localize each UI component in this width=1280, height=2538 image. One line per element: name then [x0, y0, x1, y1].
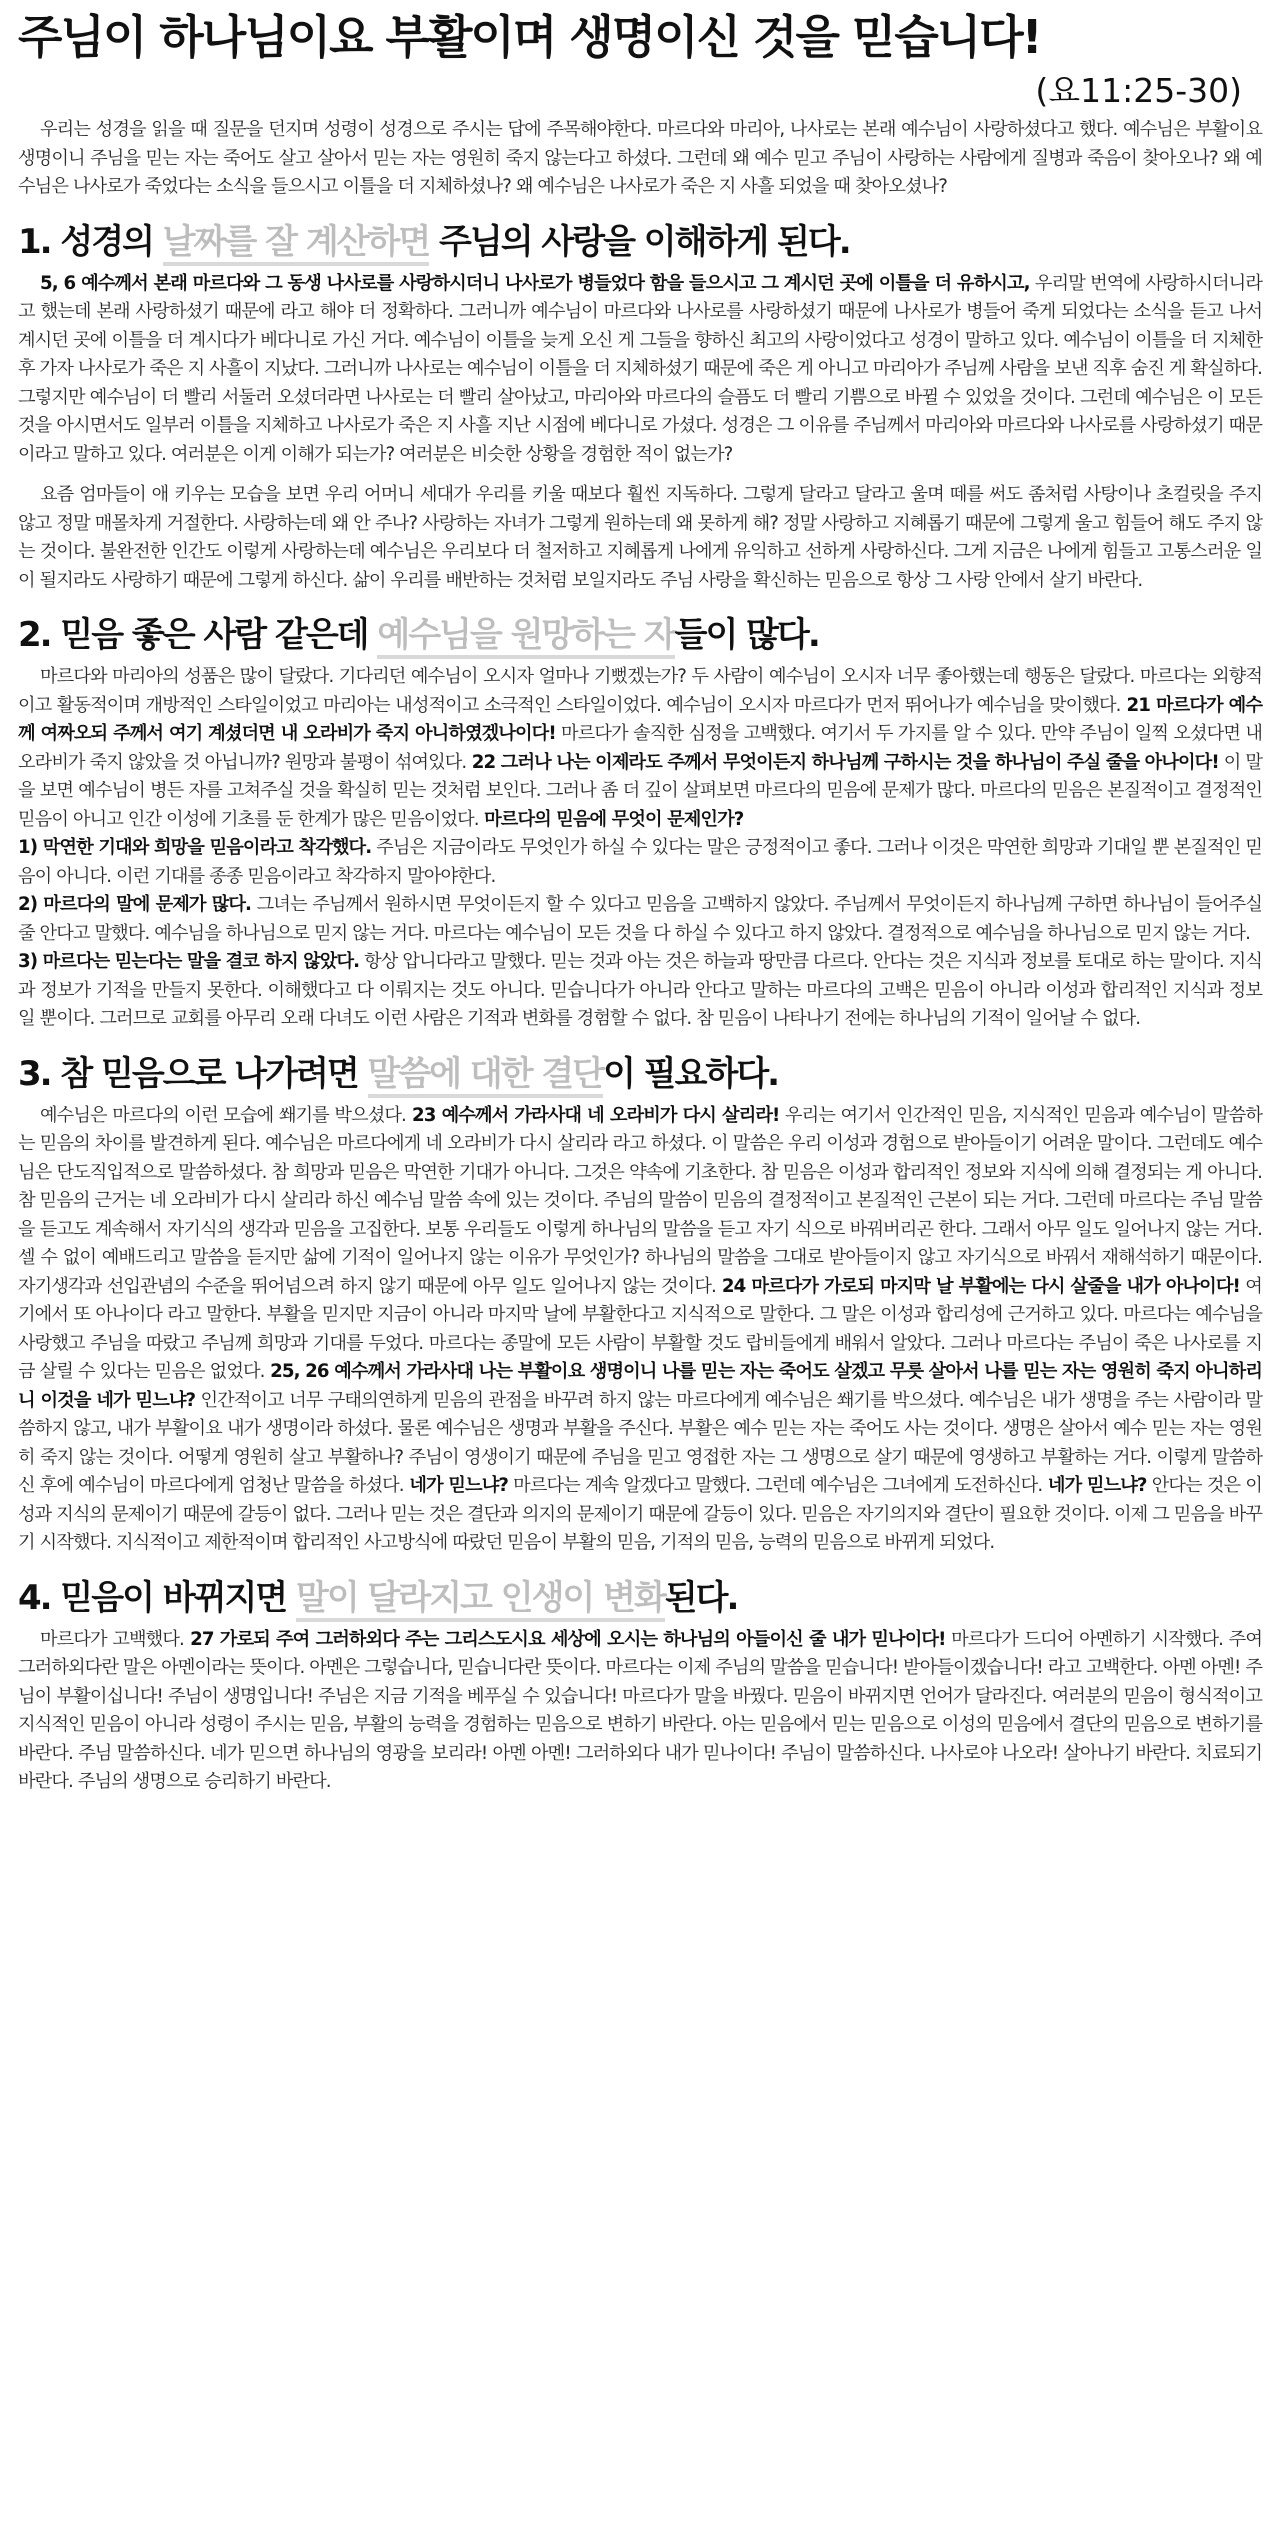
section-4-heading-pre: 4. 믿음이 바뀌지면 [18, 1577, 296, 1618]
paragraph-text: 예수님은 마르다의 이런 모습에 쐐기를 박으셨다. [40, 1104, 406, 1126]
section-2-point-1 [18, 834, 1262, 891]
point-title: 2) 마르다의 말에 문제가 많다. [18, 894, 252, 915]
section-3-highlight: 말씀에 대한 결단 [368, 1054, 604, 1098]
paragraph-text: 마르다가 드디어 아멘하기 시작했다. 주여 그러하외다란 말은 아멘이라는 뜻이다. 아멘은 그렇습니다, 믿습니다란 뜻이다. 마르다는 이제 주님의 말씀을 믿습니다! 받아들이겠습니다! 라고 고백한다. 아멘 아멘! 주님이 부활이십니다! 주님이 생명입니다! 주님은 지금 기적을 베푸실 수 있습니다! 마르다가 말을 바꿨다. 믿음이 바뀌지면 언어가 달라진다. 여러분의 믿음이 형식적이고 지식적인 믿음이 아니라 성령이 주시는 믿음, 부활의 능력을 경험하는 믿음으로 변하기 바란다. 아는 믿음에서 믿는 믿음으로 이성의 믿음에서 결단의 믿음으로 변하기를 바란다. 주님 말씀하신다. 네가 믿으면 하나님의 영광을 보리라! 아멘 아멘! 그러하외다 내가 믿나이다! 주님이 말씀하신다. 나사로야 나오라! 살아나기 바란다. 치료되기 바란다. 주님의 생명으로 승리하기 바란다. [18, 1628, 1262, 1792]
paragraph-text: 인간적이고 너무 구태의연하게 믿음의 관점을 바꾸려 하지 않는 마르다에게 예수님은 쐐기를 박으셨다. 예수님은 내가 생명을 주는 사람이라 말씀하지 않고, 내가 부활이요 내가 생명이라 하셨다. 물론 예수님은 생명과 부활을 주신다. 부활은 예수 믿는 자는 죽어도 사는 것이다. 생명은 살아서 예수 믿는 자는 영원히 죽지 않는 것이다. 어떻게 영원히 살고 부활하나? 주님이 영생이기 때문에 주님을 믿고 영접한 자는 그 생명으로 살기 때문에 영생하고 부활하는 거다. 이렇게 말씀하신 후에 예수님이 마르다에게 엄청난 말씀을 하셨다. [18, 1389, 1263, 1496]
point-title: 1) 막연한 기대와 희망을 믿음이라고 착각했다. [18, 837, 372, 858]
paragraph-text: 마르다가 고백했다. [40, 1628, 184, 1650]
question-text: 네가 믿느냐? [1042, 1475, 1147, 1496]
section-2-heading [18, 607, 1262, 663]
scripture-quote: 21 마르다가 예수께 여짜오되 주께서 여기 계셨더면 내 오라비가 죽지 아니하였겠나이다! [18, 694, 1262, 744]
section-1-heading-post: 주님의 사랑을 이해하게 된다. [429, 221, 850, 262]
paragraph-text: 우리말 번역에 사랑하시더니라고 했는데 본래 사랑하셨기 때문에 라고 해야 더 정확하다. 그러니까 예수님이 마르다와 나사로를 사랑하셨기 때문에 나사로가 병들어 죽게 되었다는 소식을 듣고 나서 계시던 곳에 이틀을 더 계시다가 베다니로 가신 거다. 예수님이 이틀을 늦게 오신 게 그들을 향하신 최고의 사랑이었다고 성경이 말하고 있다. 예수님이 이틀을 더 지체한 후 가자 나사로가 죽은 지 사흘이 지났다. 그러니까 나사로는 예수님이 이틀을 더 지체하셨기 때문에 죽은 게 아니고 마리아가 주님께 사람을 보낸 직후 숨진 게 확실하다. 그렇지만 예수님이 더 빨리 서둘러 오셨더라면 나사로는 더 빨리 살아났고, 마리아와 마르다의 슬픔도 더 빨리 기쁨으로 바뀔 수 있었을 것이다. 그런데 예수님은 이 모든 것을 아시면서도 일부러 이틀을 지체하고 나사로가 죽은 지 사흘 지난 시점에 베다니로 가셨다. 성경은 그 이유를 주님께서 마리아와 마르다와 나사로를 사랑하셨기 때문이라고 말하고 있다. 여러분은 이게 이해가 되는가? 여러분은 비슷한 상황을 경험한 적이 없는가? [18, 272, 1262, 465]
section-2-paragraph-1 [18, 663, 1262, 834]
section-2-highlight: 예수님을 원망하는 자 [377, 615, 674, 659]
section-2-point-3 [18, 948, 1262, 1034]
paragraph-text: 마르다는 계속 알겠다고 말했다. 그런데 예수님은 그녀에게 도전하신다. [508, 1475, 1043, 1496]
question-text: 마르다의 믿음에 무엇이 문제인가? [478, 808, 744, 830]
point-text: 항상 압니다라고 말했다. 믿는 것과 아는 것은 하늘과 땅만큼 다르다. 안다는 것은 지식과 정보를 토대로 하는 말이다. 지식과 정보가 기적을 만들지 못한다. 이해했다고 다 이뤄지는 것도 아니다. 믿습니다가 아니라 안다고 말하는 마르다의 고백은 믿음이 아니라 이성과 합리적인 지식과 정보일 뿐이다. 그러므로 교회를 아무리 오래 다녀도 이런 사람은 기적과 변화를 경험할 수 없다. 참 믿음이 나타나기 전에는 하나님의 기적이 일어날 수 없다. [18, 951, 1262, 1029]
point-text: 주님은 지금이라도 무엇인가 하실 수 있다는 말은 긍정적이고 좋다. 그러나 이것은 막연한 희망과 기대일 뿐 본질적인 믿음이 아니다. 이런 기대를 종종 믿음이라고 착각하지 말아야한다. [18, 837, 1263, 887]
section-4-paragraph [18, 1626, 1262, 1797]
section-4-heading [18, 1570, 1262, 1626]
paragraph-text: 여기에서 또 아나이다 라고 말한다. 부활을 믿지만 지금이 아니라 마지막 날에 부활한다고 지식적으로 말한다. 그 말은 이성과 합리성에 근거하고 있다. 마르다는 예수님을 사랑했고 주님을 따랐고 주님께 희망과 기대를 두었다. 마르다는 종말에 모든 사람이 부활할 것도 랍비들에게 배워서 알았다. 그러나 마르다는 주님이 죽은 나사로를 지금 살릴 수 있다는 믿음은 없었다. [18, 1275, 1262, 1382]
point-title: 3) 마르다는 믿는다는 말을 결코 하지 않았다. [18, 951, 360, 972]
paragraph-text: 마르다와 마리아의 성품은 많이 달랐다. 기다리던 예수님이 오시자 얼마나 기뻤겠는가? 두 사람이 예수님이 오시자 너무 좋아했는데 행동은 달랐다. 마르다는 외향적이고 활동적이며 개방적인 스타일이었고 마리아는 내성적이고 소극적인 스타일이었다. 예수님이 오시자 마르다가 먼저 뛰어나가 예수님을 맞이했다. [18, 666, 1262, 716]
section-4-highlight: 말이 달라지고 인생이 변화 [296, 1578, 665, 1622]
scripture-quote: 25, 26 예수께서 가라사대 나는 부활이요 생명이니 나를 믿는 자는 죽어도 살겠고 무릇 살아서 나를 믿는 자는 영원히 죽지 아니하리니 이것을 네가 믿느냐? [18, 1361, 1262, 1411]
paragraph-text: 마르다가 솔직한 심정을 고백했다. 여기서 두 가지를 알 수 있다. 만약 주님이 일찍 오셨다면 내 오라비가 죽지 않았을 것 아닙니까? 원망과 불평이 섞여있다. [18, 723, 1262, 773]
paragraph-text: 이 말을 보면 예수님이 병든 자를 고쳐주실 것을 확실히 믿는 것처럼 보인다. 그러나 좀 더 깊이 살펴보면 마르다의 믿음에 문제가 많다. 마르다의 믿음은 본질적이고 결정적인 믿음이 아니고 인간 이성에 기초를 둔 한계가 많은 믿음이었다. [18, 751, 1262, 830]
point-text: 그녀는 주님께서 원하시면 무엇이든지 할 수 있다고 믿음을 고백하지 않았다. 주님께서 무엇이든지 하나님께 구하면 하나님이 들어주실 줄 안다고 말했다. 예수님을 하나님으로 믿지 않는 거다. 마르다는 예수님이 모든 것을 다 하실 수 있다고 하지 않았다. 결정적으로 예수님을 하나님으로 믿지 않는 거다. [18, 894, 1262, 944]
section-3-heading-pre: 3. 참 믿음으로 나가려면 [18, 1053, 368, 1094]
scripture-reference: (요11:25-30) [1035, 71, 1242, 110]
paragraph-text: 우리는 여기서 인간적인 믿음, 지식적인 믿음과 예수님이 말씀하는 믿음의 차이를 발견하게 된다. 예수님은 마르다에게 네 오라비가 다시 살리라 라고 하셨다. 이 말씀은 우리 이성과 경험으로 받아들이기 어려운 말이다. 그런데도 예수님은 단도직입적으로 말씀하셨다. 참 희망과 믿음은 막연한 기대가 아니다. 그것은 약속에 기초한다. 참 믿음은 이성과 합리적인 정보와 지식에 의해 결정되는 게 아니다. 참 믿음의 근거는 네 오라비가 다시 살리라 하신 예수님 말씀 속에 있는 것이다. 주님의 말씀이 믿음의 결정적이고 본질적인 근본이 되는 거다. 그런데 마르다는 주님 말씀을 듣고도 계속해서 자기식의 생각과 믿음을 고집한다. 보통 우리들도 이렇게 하나님의 말씀을 듣고 자기 식으로 바꿔버리곤 한다. 그래서 아무 일도 일어나지 않는 거다. 셀 수 없이 예배드리고 말씀을 듣지만 삶에 기적이 일어나지 않는 이유가 무엇인가? 하나님의 말씀을 그대로 받아들이지 않고 자기식으로 바꿔서 재해석하기 때문이다. 자기생각과 선입관념의 수준을 뛰어넘으려 하지 않기 때문에 아무 일도 일어나지 않는 것이다. [18, 1104, 1262, 1297]
section-3-paragraph [18, 1102, 1262, 1558]
section-1-heading [18, 214, 1262, 270]
section-2-heading-post: 들이 많다. [674, 615, 819, 655]
section-2-heading-pre: 2. 믿음 좋은 사람 같은데 [18, 615, 378, 655]
section-1-highlight: 날짜를 잘 계산하면 [163, 222, 429, 266]
scripture-quote: 23 예수께서 가라사대 네 오라비가 다시 살리라! [405, 1104, 780, 1126]
scripture-quote: 24 마르다가 가로되 마지막 날 부활에는 다시 살줄을 내가 아나이다! [715, 1275, 1240, 1297]
scripture-quote: 22 그러나 나는 이제라도 주께서 무엇이든지 하나님께 구하시는 것을 하나님이 주실 줄을 아나이다! [466, 751, 1219, 773]
section-3-heading-post: 이 필요하다. [603, 1053, 779, 1094]
section-2-point-2 [18, 891, 1262, 948]
page-title: 주님이 하나님이요 부활이며 생명이신 것을 믿습니다! [18, 10, 1041, 64]
intro-paragraph: 우리는 성경을 읽을 때 질문을 던지며 성령이 성경으로 주시는 답에 주목해야한다. 마르다와 마리아, 나사로는 본래 예수님이 사랑하셨다고 했다. 예수님은 부활이요 생명이니 주님을 믿는 자는 죽어도 살고 살아서 믿는 자는 영원히 죽지 않는다고 하셨다. 그런데 왜 예수 믿고 주님이 사랑하는 사람에게 질병과 죽음이 찾아오나? 왜 예수님은 나사로가 죽었다는 소식을 들으시고 이틀을 더 지체하셨나? 왜 예수님은 나사로가 죽은 지 사흘 되었을 때 찾아오셨나? [18, 119, 1262, 197]
section-1-heading-pre: 1. 성경의 [18, 221, 163, 262]
section-3-heading [18, 1046, 1262, 1102]
scripture-quote: 5, 6 예수께서 본래 마르다와 그 동생 나사로를 사랑하시더니 나사로가 병들었다 함을 들으시고 그 계시던 곳에 이틀을 더 유하시고, [40, 272, 1030, 294]
section-1-paragraph-2: 요즘 엄마들이 애 키우는 모습을 보면 우리 어머니 세대가 우리를 키울 때보다 훨씬 지독하다. 그렇게 달라고 달라고 울며 떼를 써도 좀처럼 사탕이나 초컬릿을 주지 않고 정말 매몰차게 거절한다. 사랑하는데 왜 안 주나? 사랑하는 자녀가 그렇게 원하는데 왜 못하게 해? 정말 사랑하고 지혜롭기 때문에 그렇게 울고 힘들어 해도 주지 않는 것이다. 불완전한 인간도 이렇게 사랑하는데 예수님은 우리보다 더 철저하고 지혜롭게 나에게 유익하고 선하게 사랑하신다. 그게 지금은 나에게 힘들고 고통스러운 일이 될지라도 사랑하기 때문에 그렇게 하신다. 삶이 우리를 배반하는 것처럼 보일지라도 주님 사랑을 확신하는 믿음으로 항상 그 사랑 안에서 살기 바란다. [18, 484, 1262, 591]
scripture-quote: 27 가로되 주여 그러하외다 주는 그리스도시요 세상에 오시는 하나님의 아들이신 줄 내가 믿나이다! [183, 1628, 946, 1650]
question-text: 네가 믿느냐? [403, 1475, 509, 1496]
section-4-heading-post: 된다. [664, 1577, 738, 1618]
section-1-paragraph-1 [18, 270, 1262, 470]
paragraph-text: 안다는 것은 이성과 지식의 문제이기 때문에 갈등이 없다. 그러나 믿는 것은 결단과 의지의 문제이기 때문에 갈등이 있다. 믿음은 자기의지와 결단이 필요한 것이다. 이제 그 믿음을 바꾸기 시작했다. 지식적이고 제한적이며 합리적인 사고방식에 따랐던 믿음이 부활의 믿음, 기적의 믿음, 능력의 믿음으로 바뀌게 되었다. [18, 1475, 1262, 1553]
